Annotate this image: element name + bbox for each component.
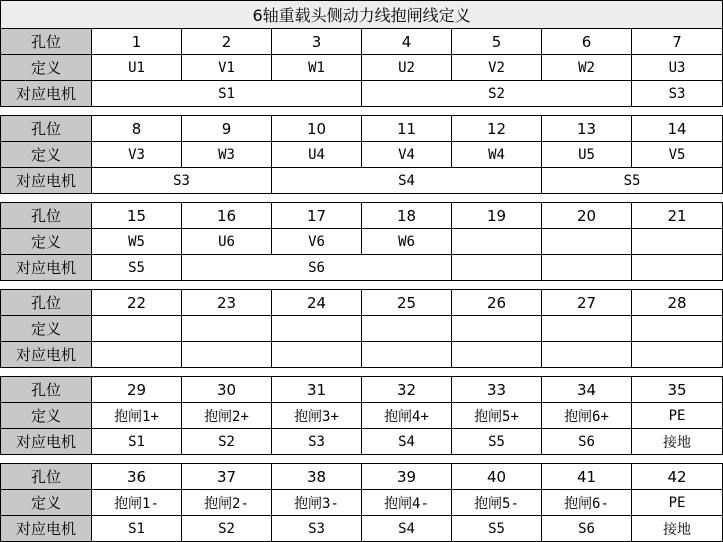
motor-cell: S4: [272, 168, 542, 194]
definition-cell: V5: [632, 142, 723, 168]
hole-number-cell: 17: [272, 203, 362, 229]
definition-cell: V4: [362, 142, 452, 168]
motor-cell: S1: [92, 516, 182, 542]
motor-cell: S5: [452, 516, 542, 542]
hole-number-cell: 9: [182, 116, 272, 142]
hole-number-cell: 15: [92, 203, 182, 229]
hole-number-cell: 7: [632, 29, 723, 55]
definition-cell: [272, 316, 362, 342]
hole-number-cell: 34: [542, 377, 632, 403]
definition-cell: 抱闸3-: [272, 490, 362, 516]
motor-cell: S5: [542, 168, 723, 194]
hole-number-cell: 31: [272, 377, 362, 403]
motor-cell: [92, 342, 182, 368]
definition-row: [1, 229, 723, 255]
hole-label: 孔位: [1, 116, 92, 142]
hole-number-cell: 18: [362, 203, 452, 229]
motor-cell: S2: [182, 516, 272, 542]
motor-cell: [272, 342, 362, 368]
definition-cell: 抱闸1+: [92, 403, 182, 429]
motor-cell: S5: [452, 429, 542, 455]
motor-cell: S5: [92, 255, 182, 281]
motor-cell: 接地: [632, 429, 723, 455]
definition-cell: V2: [452, 55, 542, 81]
definition-cell: 抱闸5+: [452, 403, 542, 429]
definition-cell: PE: [632, 490, 723, 516]
hole-number-cell: 10: [272, 116, 362, 142]
definition-row: [1, 55, 723, 81]
definition-cell: [632, 316, 723, 342]
definition-cell: U2: [362, 55, 452, 81]
definition-cell: 抱闸5-: [452, 490, 542, 516]
motor-row: [1, 342, 723, 368]
hole-number-cell: 1: [92, 29, 182, 55]
block-separator: [1, 281, 723, 290]
motor-row: [1, 429, 723, 455]
hole-number-cell: 11: [362, 116, 452, 142]
hole-row: [1, 290, 723, 316]
hole-label: 孔位: [1, 464, 92, 490]
hole-number-cell: 22: [92, 290, 182, 316]
definition-cell: [92, 316, 182, 342]
hole-number-cell: 36: [92, 464, 182, 490]
hole-number-cell: 21: [632, 203, 723, 229]
definition-label: 定义: [1, 142, 92, 168]
hole-number-cell: 19: [452, 203, 542, 229]
motor-cell: [542, 342, 632, 368]
definition-cell: [542, 316, 632, 342]
hole-number-cell: 12: [452, 116, 542, 142]
hole-number-cell: 35: [632, 377, 723, 403]
motor-cell: 接地: [632, 516, 723, 542]
hole-number-cell: 38: [272, 464, 362, 490]
motor-cell: [452, 255, 542, 281]
definition-cell: [452, 229, 542, 255]
motor-cell: S6: [182, 255, 452, 281]
motor-label: 对应电机: [1, 168, 92, 194]
definition-cell: PE: [632, 403, 723, 429]
definition-label: 定义: [1, 55, 92, 81]
motor-row: [1, 255, 723, 281]
motor-cell: [542, 255, 632, 281]
definition-cell: V6: [272, 229, 362, 255]
definition-cell: W2: [542, 55, 632, 81]
motor-row: [1, 168, 723, 194]
hole-row: [1, 116, 723, 142]
hole-number-cell: 42: [632, 464, 723, 490]
hole-number-cell: 8: [92, 116, 182, 142]
definition-label: 定义: [1, 229, 92, 255]
definition-cell: 抱闸6-: [542, 490, 632, 516]
separator-cell: [1, 281, 723, 290]
hole-number-cell: 14: [632, 116, 723, 142]
hole-number-cell: 25: [362, 290, 452, 316]
table-title: 6轴重载头侧动力线抱闸线定义: [1, 1, 723, 29]
hole-number-cell: 4: [362, 29, 452, 55]
definition-cell: U1: [92, 55, 182, 81]
motor-cell: [632, 342, 723, 368]
motor-row: [1, 516, 723, 542]
hole-number-cell: 28: [632, 290, 723, 316]
motor-cell: S6: [542, 429, 632, 455]
hole-number-cell: 33: [452, 377, 542, 403]
separator-cell: [1, 107, 723, 116]
motor-cell: S2: [182, 429, 272, 455]
definition-cell: U4: [272, 142, 362, 168]
hole-number-cell: 24: [272, 290, 362, 316]
hole-label: 孔位: [1, 29, 92, 55]
motor-label: 对应电机: [1, 516, 92, 542]
definition-cell: V1: [182, 55, 272, 81]
hole-label: 孔位: [1, 377, 92, 403]
definition-label: 定义: [1, 403, 92, 429]
hole-label: 孔位: [1, 203, 92, 229]
hole-number-cell: 3: [272, 29, 362, 55]
hole-number-cell: 29: [92, 377, 182, 403]
definition-cell: W3: [182, 142, 272, 168]
hole-number-cell: 30: [182, 377, 272, 403]
motor-cell: [632, 255, 723, 281]
hole-number-cell: 27: [542, 290, 632, 316]
motor-cell: S3: [272, 429, 362, 455]
motor-cell: [182, 342, 272, 368]
definition-cell: V3: [92, 142, 182, 168]
motor-label: 对应电机: [1, 81, 92, 107]
hole-number-cell: 41: [542, 464, 632, 490]
definition-cell: 抱闸2+: [182, 403, 272, 429]
definition-cell: W6: [362, 229, 452, 255]
motor-cell: [362, 342, 452, 368]
definition-cell: [632, 229, 723, 255]
definition-cell: 抱闸2-: [182, 490, 272, 516]
definition-row: [1, 490, 723, 516]
motor-cell: S2: [362, 81, 632, 107]
definition-cell: W4: [452, 142, 542, 168]
definition-cell: 抱闸4+: [362, 403, 452, 429]
motor-cell: S3: [632, 81, 723, 107]
definition-cell: 抱闸1-: [92, 490, 182, 516]
definition-cell: U6: [182, 229, 272, 255]
definition-cell: U5: [542, 142, 632, 168]
definition-row: [1, 403, 723, 429]
hole-row: [1, 29, 723, 55]
definition-cell: 抱闸3+: [272, 403, 362, 429]
motor-row: [1, 81, 723, 107]
hole-row: [1, 203, 723, 229]
motor-cell: S1: [92, 429, 182, 455]
hole-number-cell: 23: [182, 290, 272, 316]
hole-row: [1, 377, 723, 403]
definition-cell: W5: [92, 229, 182, 255]
hole-number-cell: 40: [452, 464, 542, 490]
motor-cell: S4: [362, 429, 452, 455]
hole-row: [1, 464, 723, 490]
motor-label: 对应电机: [1, 255, 92, 281]
hole-number-cell: 37: [182, 464, 272, 490]
hole-number-cell: 16: [182, 203, 272, 229]
hole-number-cell: 2: [182, 29, 272, 55]
definition-cell: [542, 229, 632, 255]
motor-cell: S3: [92, 168, 272, 194]
motor-cell: S3: [272, 516, 362, 542]
definition-label: 定义: [1, 316, 92, 342]
motor-cell: S4: [362, 516, 452, 542]
hole-number-cell: 6: [542, 29, 632, 55]
block-separator: [1, 368, 723, 377]
hole-number-cell: 32: [362, 377, 452, 403]
motor-label: 对应电机: [1, 342, 92, 368]
hole-number-cell: 26: [452, 290, 542, 316]
definition-cell: 抱闸6+: [542, 403, 632, 429]
hole-number-cell: 20: [542, 203, 632, 229]
motor-cell: S1: [92, 81, 362, 107]
separator-cell: [1, 194, 723, 203]
definition-cell: U3: [632, 55, 723, 81]
definition-cell: W1: [272, 55, 362, 81]
separator-cell: [1, 455, 723, 464]
block-separator: [1, 194, 723, 203]
separator-cell: [1, 368, 723, 377]
hole-number-cell: 13: [542, 116, 632, 142]
definition-cell: [362, 316, 452, 342]
hole-label: 孔位: [1, 290, 92, 316]
block-separator: [1, 107, 723, 116]
definition-label: 定义: [1, 490, 92, 516]
hole-number-cell: 39: [362, 464, 452, 490]
motor-label: 对应电机: [1, 429, 92, 455]
block-separator: [1, 455, 723, 464]
definition-row: [1, 316, 723, 342]
hole-number-cell: 5: [452, 29, 542, 55]
motor-cell: S6: [542, 516, 632, 542]
definition-cell: [452, 316, 542, 342]
definition-row: [1, 142, 723, 168]
motor-cell: [452, 342, 542, 368]
definition-cell: [182, 316, 272, 342]
definition-cell: 抱闸4-: [362, 490, 452, 516]
